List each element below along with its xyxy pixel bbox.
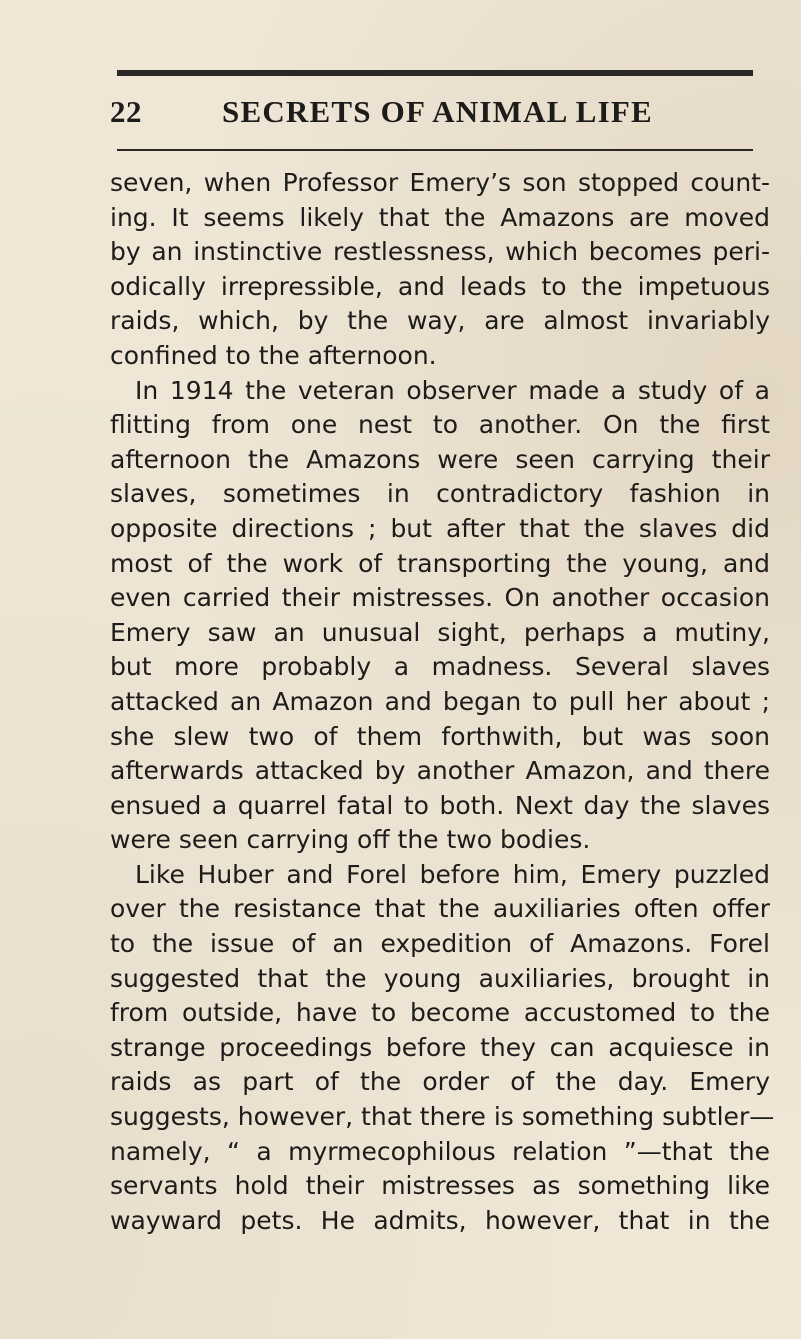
text-line: slaves, sometimes in contradictory fashion in [110, 479, 770, 509]
text-line: ensued a quarrel fatal to both. Next day the slaves [110, 790, 770, 820]
running-title: SECRETS OF ANIMAL LIFE [222, 94, 653, 129]
text-line: afterwards attacked by another Amazon, and there [110, 756, 770, 786]
text-line: raids as part of the order of the day. Emery [110, 1067, 770, 1097]
page-number: 22 [110, 94, 142, 129]
text-line: by an instinctive restlessness, which becomes peri- [110, 237, 770, 267]
text-line: wayward pets. He admits, however, that in the [110, 1205, 770, 1235]
text-line: suggested that the young auxiliaries, brought in [110, 963, 770, 993]
body-text [110, 166, 775, 1238]
text-line: Like Huber and Forel before him, Emery puzzled [135, 859, 770, 889]
text-line: over the resistance that the auxiliaries often offer [110, 894, 770, 924]
text-line: were seen carrying off the two bodies. [110, 825, 591, 855]
text-line: even carried their mistresses. On another occasion [110, 583, 770, 613]
text-line: from outside, have to become accustomed to the [110, 998, 770, 1028]
text-line: afternoon the Amazons were seen carrying their [110, 444, 770, 474]
text-line: but more probably a madness. Several slaves [110, 652, 770, 682]
text-line: namely, “ a myrmecophilous relation ”—that the [110, 1136, 770, 1166]
text-line: Emery saw an unusual sight, perhaps a mutiny, [110, 617, 770, 647]
text-line: seven, when Professor Emery’s son stopped count- [110, 168, 770, 197]
text-line: attacked an Amazon and began to pull her about ; [110, 686, 770, 716]
text-line: most of the work of transporting the young, and [110, 548, 770, 578]
text-line: odically irrepressible, and leads to the impetuous [110, 271, 770, 301]
text-line: strange proceedings before they can acquiesce in [110, 1032, 770, 1062]
text-line: flitting from one nest to another. On the first [110, 410, 770, 440]
text-line: suggests, however, that there is something subtler— [110, 1102, 775, 1132]
text-line: servants hold their mistresses as something like [110, 1171, 770, 1201]
text-line: confined to the afternoon. [110, 340, 437, 370]
text-line: ing. It seems likely that the Amazons are moved [110, 202, 770, 232]
text-line: she slew two of them forthwith, but was soon [110, 721, 770, 751]
text-line: to the issue of an expedition of Amazons. Forel [110, 929, 770, 959]
text-line: raids, which, by the way, are almost invariably [110, 306, 770, 336]
header-rule-bottom [117, 149, 753, 151]
text-line: opposite directions ; but after that the slaves did [110, 513, 770, 543]
text-line: In 1914 the veteran observer made a study of a [135, 375, 770, 405]
header-rule-top [117, 70, 753, 76]
